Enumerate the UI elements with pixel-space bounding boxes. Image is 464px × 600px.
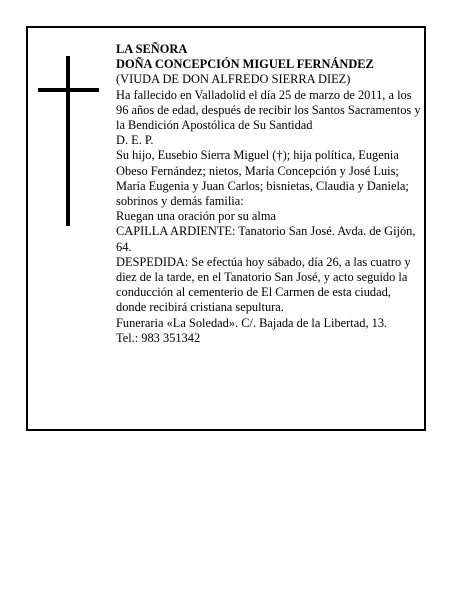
notice-title: LA SEÑORA — [116, 42, 188, 56]
obituary-notice — [26, 26, 426, 431]
widow-line: (VIUDA DE DON ALFREDO SIERRA DIEZ) — [116, 72, 351, 87]
family-list: Su hijo, Eusebio Sierra Miguel (†); hija política, Eugenia Obeso Fernández; nietos, María Concepción y José Luis; María Eugenia y Juan Carlos; bisnietas, Claudia y Daniela; sobrinos y demás familia: — [116, 148, 409, 209]
death-announcement: Ha fallecido en Valladolid el día 25 de marzo de 2011, a los 96 años de edad, después de recibir los Santos Sacramentos y la Bendición Apostólica de Su Santidad — [116, 87, 421, 133]
phone-number: Tel.: 983 351342 — [116, 330, 201, 345]
chapel-information: CAPILLA ARDIENTE: Tanatorio San José. Avda. de Gijón, 64. — [116, 224, 416, 254]
funeral-home: Funeraria «La Soledad». C/. Bajada de la Libertad, 13. — [116, 315, 388, 330]
rip-line: D. E. P. — [116, 133, 154, 148]
farewell-information: DESPEDIDA: Se efectúa hoy sábado, día 26, a las cuatro y diez de la tarde, en el Tanatorio San José, y acto seguido la conducción al cementerio de El Carmen de esta ciudad, donde recibirá cristiana sepultura. — [116, 254, 411, 315]
deceased-name: DOÑA CONCEPCIÓN MIGUEL FERNÁNDEZ — [116, 57, 374, 72]
cross-vertical-bar — [66, 56, 70, 226]
prayer-request: Ruegan una oración por su alma — [116, 209, 276, 224]
notice-text — [116, 42, 424, 346]
cross-horizontal-bar — [38, 88, 99, 92]
